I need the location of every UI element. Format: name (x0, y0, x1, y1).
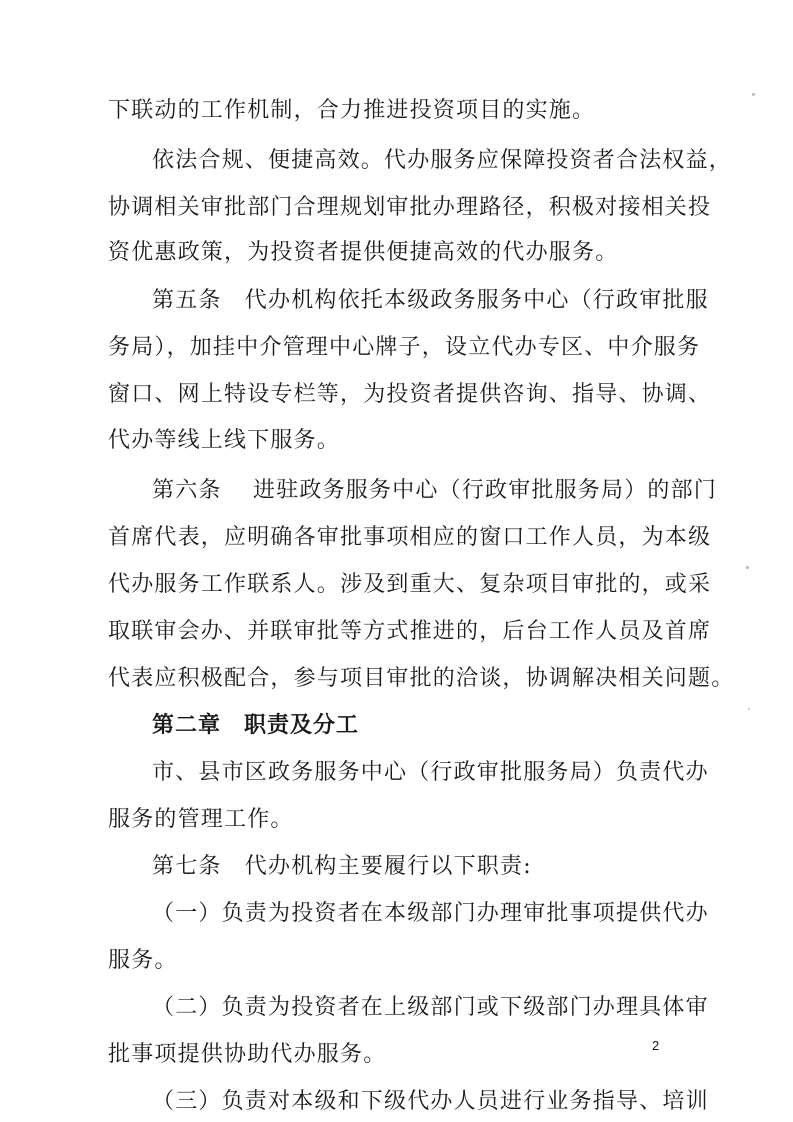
text-line: 市、县市区政务服务中心（行政审批服务局）负责代办 (152, 760, 709, 785)
text-line: 资优惠政策，为投资者提供便捷高效的代办服务。 (108, 240, 619, 265)
scan-speck (746, 566, 749, 569)
text-line: 首席代表，应明确各审批事项相应的窗口工作人员，为本级 (108, 525, 712, 550)
text-line: 务局），加挂中介管理中心牌子，设立代办专区、中介服务 (108, 335, 701, 360)
text-line: 取联审会办、并联审批等方式推进的，后台工作人员及首席 (108, 619, 712, 644)
text-line: 服务的管理工作。 (108, 807, 294, 832)
text-line: 第七条 代办机构主要履行以下职责: (152, 854, 532, 879)
chapter-heading: 第二章 职责及分工 (152, 713, 360, 738)
text-line: 第六条 进驻政务服务中心（行政审批服务局）的部门 (152, 478, 717, 503)
text-line: 窗口、网上特设专栏等，为投资者提供咨询、指导、协调、 (108, 382, 712, 407)
text-line: （一）负责为投资者在本级部门办理审批事项提供代办 (152, 901, 709, 926)
text-line: 代办等线上线下服务。 (108, 428, 341, 453)
page-number: 2 (652, 1038, 660, 1053)
text-line: （三）负责对本级和下级代办人员进行业务指导、培训 (152, 1089, 709, 1114)
text-line: 批事项提供协助代办服务。 (108, 1042, 387, 1067)
text-line: 代办服务工作联系人。涉及到重大、复杂项目审批的，或采 (108, 572, 712, 597)
scan-speck (748, 708, 750, 710)
text-line: 依法合规、便捷高效。代办服务应保障投资者合法权益， (152, 148, 733, 173)
scan-speck (752, 93, 755, 96)
text-line: 代表应积极配合，参与项目审批的洽谈，协调解决相关问题。 (108, 666, 735, 691)
text-line: 第五条 代办机构依托本级政务服务中心（行政审批服 (152, 288, 709, 313)
text-line: 协调相关审批部门合理规划审批办理路径，积极对接相关投 (108, 195, 712, 220)
text-line: 服务。 (108, 948, 178, 973)
text-line: （二）负责为投资者在上级部门或下级部门办理具体审 (152, 995, 709, 1020)
text-line: 下联动的工作机制，合力推进投资项目的实施。 (108, 98, 596, 123)
